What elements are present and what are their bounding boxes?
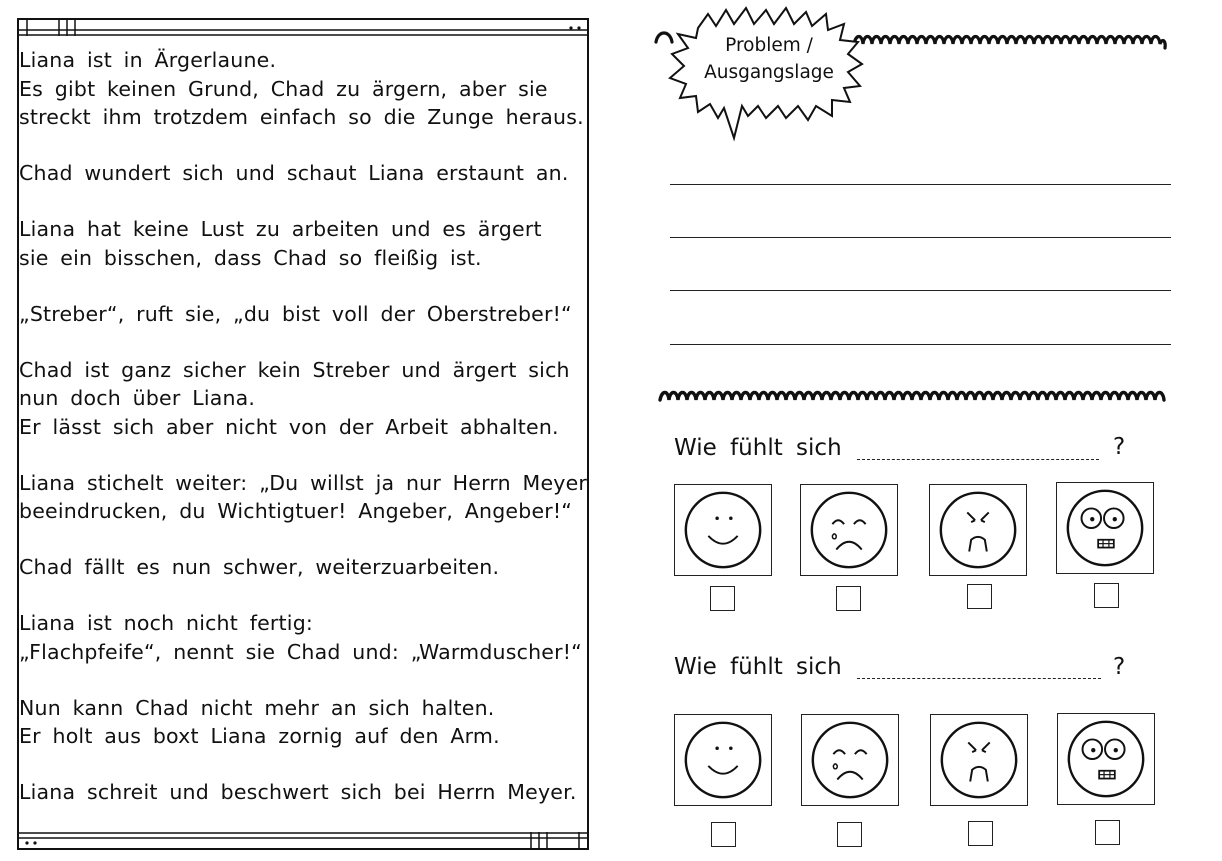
story-paragraph <box>19 46 584 132</box>
story-line: beeindrucken, du Wichtigtuer! Angeber, Angeber!“ <box>19 499 573 523</box>
feeling-question-1: Wie fühlt sich <box>674 435 842 461</box>
story-line: Liana ist noch nicht fertig: <box>19 611 314 635</box>
scared-face-icon <box>1056 482 1154 574</box>
story-line: „Flachpfeife“, nennt sie Chad und: „Warmduscher!“ <box>19 639 582 664</box>
happy-face-icon <box>674 484 772 576</box>
story-line: Nun kann Chad nicht mehr an sich halten. <box>19 695 495 720</box>
sad-face-icon <box>800 484 898 576</box>
section-heading-line: Problem / <box>725 35 813 56</box>
story-paragraph <box>19 469 588 526</box>
answer-line[interactable] <box>670 344 1171 345</box>
section-heading <box>689 32 849 86</box>
feeling-checkbox[interactable] <box>967 584 992 609</box>
story-paragraph <box>19 553 564 582</box>
story-paragraph <box>19 694 564 751</box>
feeling-checkbox[interactable] <box>710 586 735 611</box>
name-blank-1[interactable] <box>857 459 1099 460</box>
happy-face-icon <box>674 714 772 806</box>
answer-line[interactable] <box>670 237 1171 238</box>
squiggle-divider-icon <box>656 378 1182 408</box>
story-line: Chad fällt es nun schwer, weiterzuarbeiten. <box>19 555 500 579</box>
story-line: Chad wundert sich und schaut Liana erstaunt an. <box>19 161 569 185</box>
story-paragraph <box>19 300 572 329</box>
story-line: streckt ihm trotzdem einfach so die Zunge heraus. <box>19 105 584 129</box>
question-mark: ? <box>1113 434 1126 460</box>
story-text <box>19 46 588 834</box>
story-paragraph <box>19 356 570 442</box>
story-paragraph <box>19 159 569 188</box>
story-line: Er lässt sich aber nicht von der Arbeit abhalten. <box>19 414 559 439</box>
feeling-checkbox[interactable] <box>1095 820 1120 845</box>
frame-border-bottom <box>19 832 587 848</box>
angry-face-icon <box>929 484 1027 576</box>
name-blank-2[interactable] <box>857 678 1101 679</box>
answer-line[interactable] <box>670 290 1171 291</box>
scared-face-icon <box>1057 713 1155 805</box>
story-line: sie ein bisschen, dass Chad so fleißig ist. <box>19 245 482 270</box>
sad-face-icon <box>801 714 899 806</box>
story-paragraph <box>19 609 582 666</box>
feeling-checkbox[interactable] <box>968 821 993 846</box>
story-line: Es gibt keinen Grund, Chad zu ärgern, aber sie <box>19 76 548 101</box>
feeling-checkbox[interactable] <box>837 822 862 847</box>
story-line: Liana hat keine Lust zu arbeiten und es ärgert <box>19 217 542 241</box>
story-paragraph <box>19 778 577 807</box>
section-heading-line: Ausgangslage <box>704 62 834 83</box>
story-paragraph <box>19 215 564 272</box>
story-line: Chad ist ganz sicher kein Streber und ärgert sich <box>19 357 570 382</box>
answer-line[interactable] <box>670 184 1171 185</box>
feeling-checkbox[interactable] <box>836 586 861 611</box>
question-mark: ? <box>1113 654 1126 680</box>
story-line: „Streber“, ruft sie, „du bist voll der Oberstreber!“ <box>19 301 572 326</box>
story-line: Er holt aus boxt Liana zornig auf den Arm. <box>19 724 500 748</box>
feeling-checkbox[interactable] <box>1094 583 1119 608</box>
story-line: Liana stichelt weiter: „Du willst ja nur Herrn Meyer <box>19 470 588 495</box>
frame-border-top <box>19 20 587 36</box>
feeling-question-2: Wie fühlt sich <box>674 654 842 680</box>
feeling-checkbox[interactable] <box>711 822 736 847</box>
story-line: nun doch über Liana. <box>19 386 256 410</box>
story-line: Liana ist in Ärgerlaune. <box>19 48 277 72</box>
angry-face-icon <box>930 714 1028 806</box>
story-line: Liana schreit und beschwert sich bei Herrn Meyer. <box>19 780 577 804</box>
